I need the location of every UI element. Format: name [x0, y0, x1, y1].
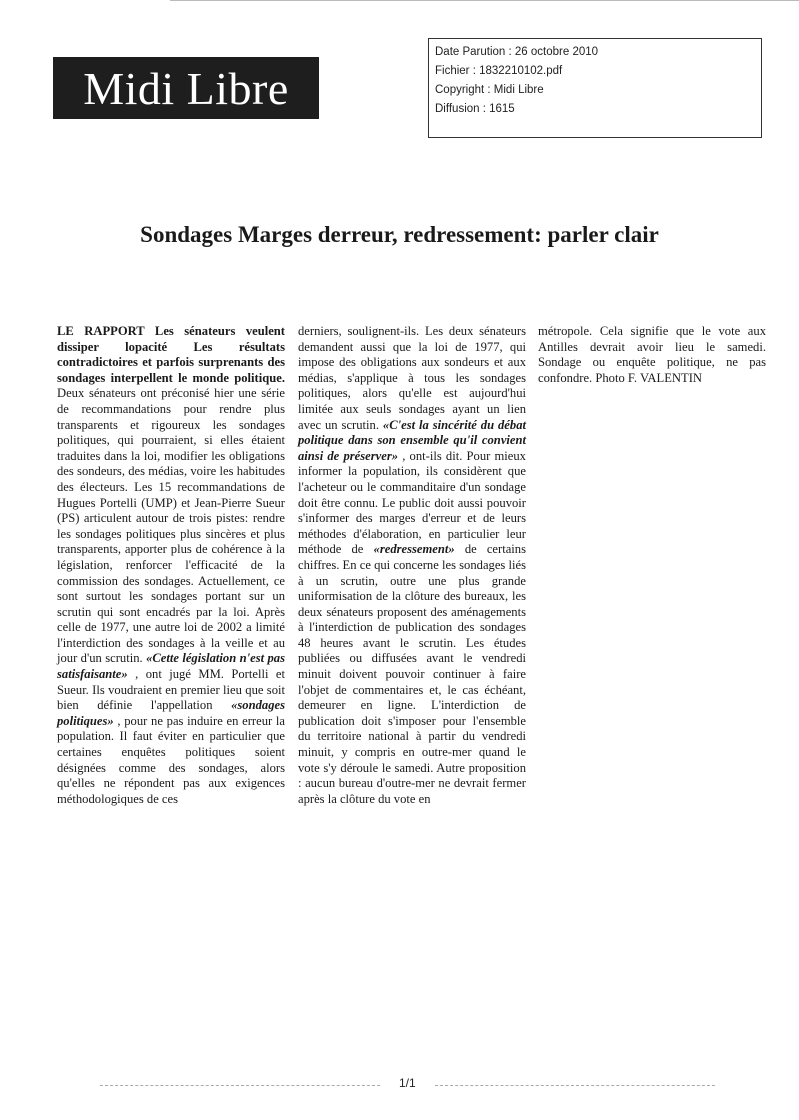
- article-column-3: [538, 324, 766, 386]
- page-number: 1/1: [399, 1076, 416, 1090]
- article-headline: Sondages Marges derreur, redressement: parler clair: [140, 222, 659, 247]
- article-column-2: [298, 324, 526, 807]
- date-parution: Date Parution : 26 octobre 2010: [435, 46, 599, 58]
- col1-quote-1: «Cette législation n'est pas satisfaisante»: [57, 651, 285, 682]
- col1-text-3: , pour ne pas induire en erreur la population. Il faut éviter en particulier que certaines enquêtes politiques soient désignées comme des sondages, alors qu'elles ne répondent pas aux exigences méthodologiques de ces: [57, 713, 285, 806]
- top-rule: [170, 0, 799, 1]
- fichier: Fichier : 1832210102.pdf: [435, 65, 563, 77]
- col1-text-1: Deux sénateurs ont préconisé hier une série de recommandations pour rendre plus transparents et rigoureux les sondages politiques, qui pourraient, si elles étaient traduites dans la loi, modifier les obligations des sondeurs, des médias, voire les habitudes des électeurs. Les 15 recommandations de Hugues Portelli (UMP) et Jean-Pierre Sueur (PS) articulent autour de trois pistes: rendre les sondages politiques plus sincères et plus transparents, apporter plus de cohérence à la législation, renforcer l'efficacité de la commission des sondages. Actuellement, ce sont surtout les sondages portant sur un scrutin qui sont encadrés par la loi. Après celle de 1977, une autre loi de 2002 a limité l'interdiction des sondages à la veille et au jour d'un scrutin.: [57, 386, 285, 666]
- diffusion: Diffusion : 1615: [435, 103, 515, 115]
- article-lead: LE RAPPORT Les sénateurs veulent dissiper lopacité Les résultats contradictoires et parfois surprenants des sondages interpellent le monde politique.: [57, 324, 285, 385]
- publication-info-box: [428, 38, 762, 138]
- col3-text-1: métropole. Cela signifie que le vote aux Antilles devrait avoir lieu le samedi. Sondage ou enquête politique, ne pas confondre. Photo F. VALENTIN: [538, 324, 766, 385]
- col2-text-2: , ont-ils dit. Pour mieux informer la population, ils considèrent que l'acheteur ou le commanditaire d'un sondage doit être connu. Le public doit aussi pouvoir s'informer des marges d'erreur et de leurs méthodes d'élaboration, en particulier leur méthode de: [298, 448, 526, 557]
- col1-quote-2: «sondages politiques»: [57, 698, 285, 728]
- footer-rule-left: [100, 1085, 380, 1087]
- col1-text-2: , ont jugé MM. Portelli et Sueur. Ils voudraient en premier lieu que soit bien définie l'appellation: [57, 667, 285, 713]
- article-column-1: [57, 324, 285, 807]
- col2-text-1: derniers, soulignent-ils. Les deux sénateurs demandent aussi que la loi de 1977, qui impose des obligations aux sondeurs et aux médias, s'applique à tous les sondages politiques, alors qu'elle est aujourd'hui limitée aux seuls sondages ayant un lien avec un scrutin.: [298, 324, 526, 432]
- footer-rule-right: [435, 1085, 715, 1087]
- col2-quote-2: «redressement»: [373, 542, 455, 557]
- col2-quote-1: «C'est la sincérité du débat politique dans son ensemble qu'il convient ainsi de préserver»: [298, 417, 526, 463]
- col2-text-3: de certains chiffres. En ce qui concerne les sondages liés à un scrutin, outre une plus grande uniformisation de la clôture des bureaux, les deux sénateurs proposent des aménagements à l'interdiction de publication des sondages 48 heures avant le scrutin. Les études publiées ou diffusées avant le vendredi minuit doivent pouvoir continuer à faire l'objet de commentaires et, le cas échéant, demeurer en ligne. L'interdiction de publication doit s'imposer pour l'ensemble du territoire national à partir du vendredi minuit, y compris en outre-mer quand le vote s'y déroule le samedi. Autre proposition : aucun bureau d'outre-mer ne devrait fermer après la clôture du vote en: [298, 542, 526, 806]
- midi-libre-logo: [53, 57, 319, 119]
- copyright: Copyright : Midi Libre: [435, 84, 544, 96]
- logo-text: Midi Libre: [83, 62, 289, 114]
